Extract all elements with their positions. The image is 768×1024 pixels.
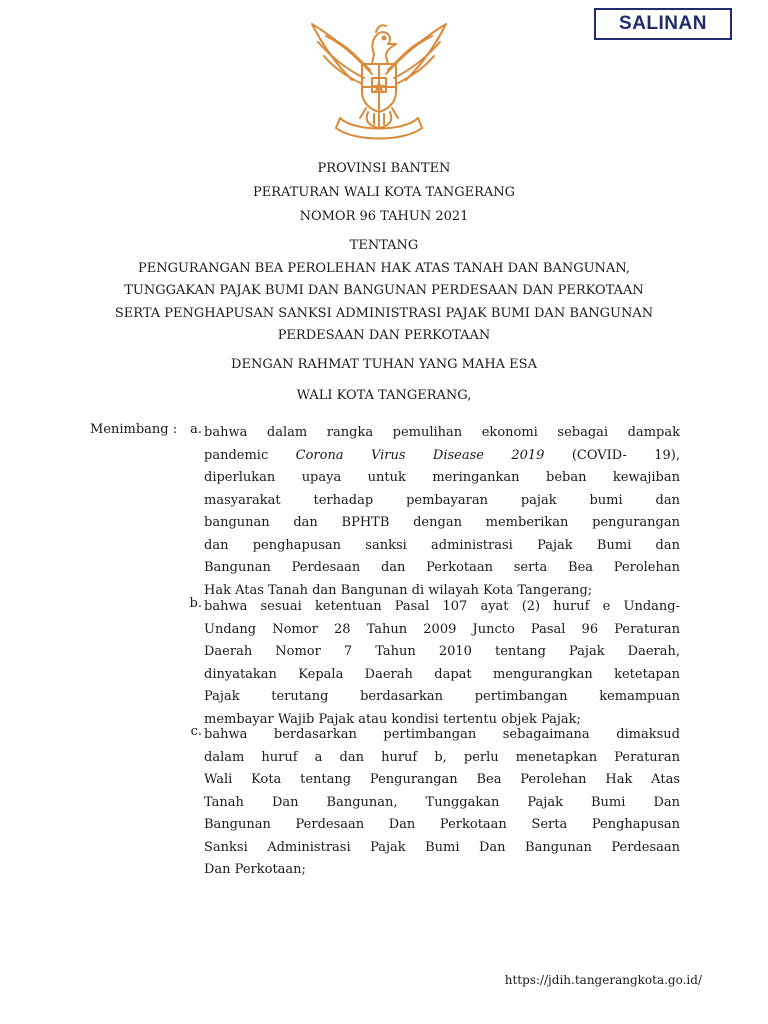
item-line: Undang Nomor 28 Tahun 2009 Juncto Pasal 96 Peraturan: [204, 621, 680, 637]
item-line: Wali Kota tentang Pengurangan Bea Perolehan Hak Atas: [204, 772, 680, 787]
item-line: masyarakat terhadap pembayaran pajak bumi dan: [204, 492, 680, 508]
item-line: Tanah Dan Bangunan, Tunggakan Pajak Bumi Dan: [204, 794, 680, 810]
province-name: PROVINSI BANTEN: [317, 161, 451, 176]
regulation-name: PERATURAN WALI KOTA TANGERANG: [252, 185, 516, 200]
title-line: SERTA PENGHAPUSAN SANKSI ADMINISTRASI PAJAK BUMI DAN BANGUNAN: [114, 305, 654, 321]
title-line: PENGURANGAN BEA PEROLEHAN HAK ATAS TANAH DAN BANGUNAN,: [137, 260, 630, 276]
considering-item-b: [189, 596, 680, 731]
item-line: Daerah Nomor 7 Tahun 2010 tentang Pajak Daerah,: [204, 644, 680, 659]
document-header: [0, 157, 768, 229]
greeting: DENGAN RAHMAT TUHAN YANG MAHA ESA: [231, 357, 537, 372]
item-line: bangunan dan BPHTB dengan memberikan pengurangan: [204, 515, 680, 530]
item-line: bahwa berdasarkan pertimbangan sebagaimana dimaksud: [204, 727, 680, 742]
garuda-pancasila-emblem-icon: [304, 14, 454, 142]
item-line: Bangunan Perdesaan Dan Perkotaan Serta Penghapusan: [204, 817, 680, 832]
title-line: PERDESAAN DAN PERKOTAAN: [277, 328, 491, 343]
footer-url[interactable]: https://jdih.tangerangkota.go.id/: [504, 973, 702, 987]
item-letter: b.: [189, 596, 202, 611]
regulation-number: NOMOR 96 TAHUN 2021: [299, 209, 469, 224]
item-line: dan penghapusan sanksi administrasi Pajak Bumi dan: [204, 537, 680, 553]
item-line: Hak Atas Tanah dan Bangunan di wilayah Kota Tangerang;: [204, 582, 593, 598]
item-line: Bangunan Perdesaan dan Perkotaan serta Bea Perolehan: [204, 560, 680, 575]
item-line: dinyatakan Kepala Daerah dapat mengurangkan ketetapan: [204, 666, 680, 682]
item-line: dalam huruf a dan huruf b, perlu menetapkan Peraturan: [204, 749, 680, 765]
document-title: [0, 235, 768, 348]
salinan-stamp: SALINAN: [594, 8, 732, 40]
item-line: pandemic Corona Virus Disease 2019 (COVID- 19),: [204, 447, 681, 463]
considering-label: Menimbang :: [90, 422, 178, 437]
title-about: TENTANG: [349, 238, 419, 253]
item-line: diperlukan upaya untuk meringankan beban kewajiban: [204, 470, 680, 485]
item-line: Sanksi Administrasi Pajak Bumi Dan Bangunan Perdesaan: [204, 839, 680, 855]
item-line: bahwa dalam rangka pemulihan ekonomi sebagai dampak: [204, 425, 680, 440]
item-letter: c.: [190, 724, 202, 739]
item-line: bahwa sesuai ketentuan Pasal 107 ayat (2) huruf e Undang-: [204, 599, 680, 614]
considering-item-a: [190, 422, 681, 602]
mayor-title: WALI KOTA TANGERANG,: [296, 388, 472, 403]
item-line: Dan Perkotaan;: [204, 862, 306, 877]
item-letter: a.: [190, 422, 202, 437]
title-line: TUNGGAKAN PAJAK BUMI DAN BANGUNAN PERDESAAN DAN PERKOTAAN: [124, 283, 644, 298]
item-line: Pajak terutang berdasarkan pertimbangan kemampuan: [204, 689, 680, 704]
considering-item-c: [190, 724, 680, 882]
item-line: membayar Wajib Pajak atau kondisi tertentu objek Pajak;: [204, 711, 581, 727]
